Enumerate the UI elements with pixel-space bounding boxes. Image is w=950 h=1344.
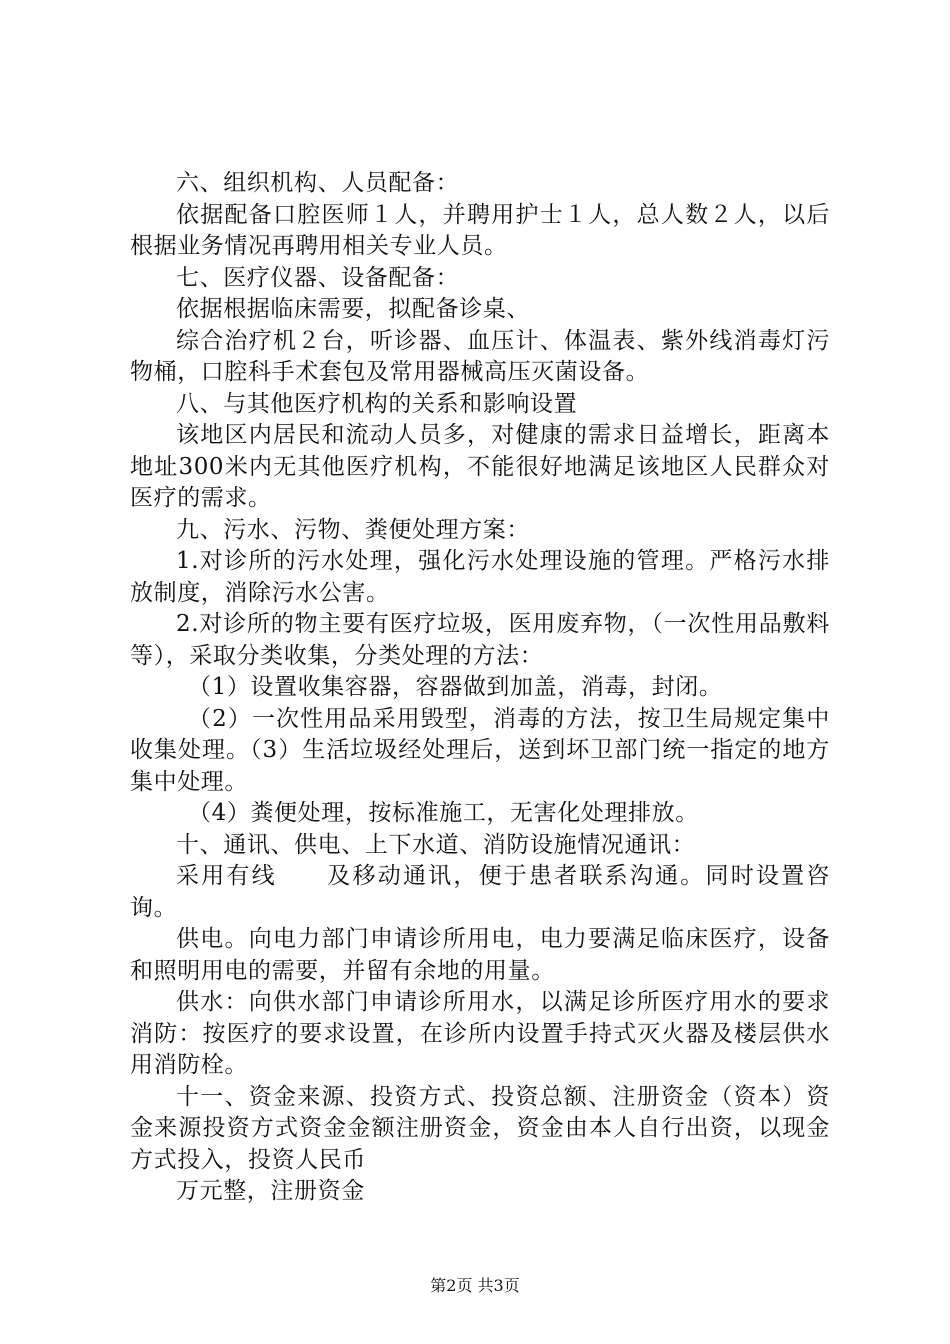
paragraph-communication: 采用有线 及移动通讯，便于患者联系沟通。同时设置咨询。 — [130, 863, 830, 921]
paragraph-waste-medical: 2.对诊所的物主要有医疗垃圾，医用废弃物，（一次性用品敷料等），采取分类收集，分类处理的方法： — [130, 611, 830, 669]
heading-equipment: 七、医疗仪器、设备配备： — [176, 264, 460, 291]
paragraph-funding: 十一、资金来源、投资方式、投资总额、注册资金（资本）资金来源投资方式资金金额注册资金，资金由本人自行出资，以现金方式投入，投资人民币 — [130, 1083, 830, 1173]
paragraph-power: 供电。向电力部门申请诊所用电，电力要满足临床医疗，设备和照明用电的需要，并留有余地的用量。 — [130, 926, 830, 984]
paragraph-waste-item-2-3: （2）一次性用品采用毁型，消毒的方法，按卫生局规定集中收集处理。（3）生活垃圾经处理后，送到坏卫部门统一指定的地方集中处理。 — [130, 705, 830, 795]
paragraph-waste-item-4: （4）粪便处理，按标准施工，无害化处理排放。 — [188, 800, 699, 826]
paragraph-waste-water: 1.对诊所的污水处理，强化污水处理设施的管理。严格污水排放制度，消除污水公害。 — [130, 548, 830, 606]
page-number-footer: 第2页 共3页 — [430, 1276, 520, 1295]
paragraph-water-fire: 供水：向供水部门申请诊所用水，以满足诊所医疗用水的要求消防：按医疗的要求设置，在诊所内设置手持式灭火器及楼层供水用消防栓。 — [130, 989, 830, 1078]
paragraph-waste-item-1: （1）设置收集容器，容器做到加盖，消毒，封闭。 — [188, 674, 723, 700]
heading-relations: 八、与其他医疗机构的关系和影响设置 — [176, 390, 578, 417]
heading-organization: 六、组织机构、人员配备： — [176, 170, 460, 196]
paragraph-relations: 该地区内居民和流动人员多，对健康的需求日益增长，距离本地址300米内无其他医疗机构，不能很好地满足该地区人民群众对医疗的需求。 — [130, 422, 830, 511]
document-body — [130, 168, 830, 1208]
paragraph-equipment-list: 综合治疗机２台，听诊器、血压计、体温表、紫外线消毒灯污物桶，口腔科手术套包及常用器械高压灭菌设备。 — [130, 327, 830, 385]
heading-facilities: 十、通讯、供电、上下水道、消防设施情况通讯： — [176, 831, 696, 858]
paragraph-funding-amount: 万元整，注册资金 — [176, 1178, 365, 1204]
heading-waste: 九、污水、污物、粪便处理方案： — [176, 516, 530, 543]
paragraph-equipment-intro: 依据根据临床需要，拟配备诊桌、 — [176, 296, 530, 322]
paragraph-staffing: 依据配备口腔医师１人，并聘用护士１人，总人数２人，以后根据业务情况再聘用相关专业人员。 — [130, 201, 830, 259]
